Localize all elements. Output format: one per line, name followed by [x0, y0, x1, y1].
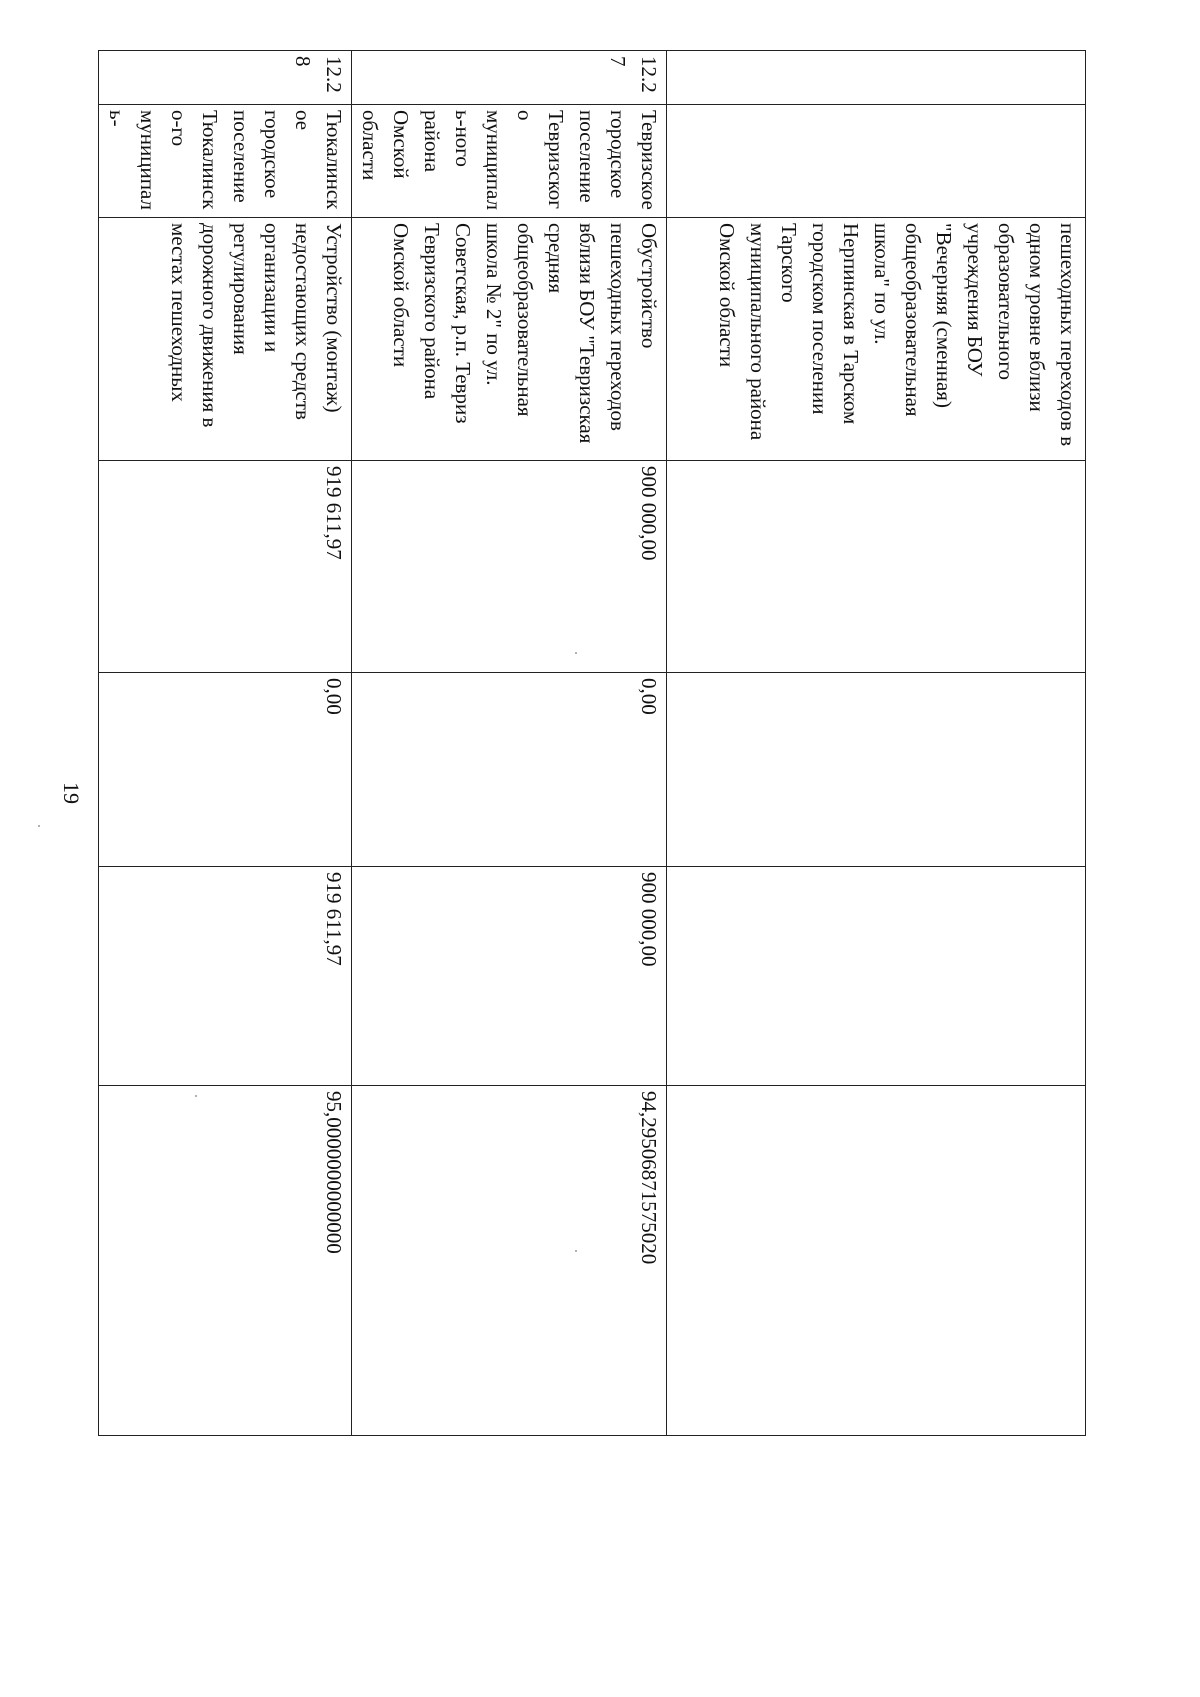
federal-amount-cell: 0,00 — [352, 673, 667, 867]
federal-amount-cell: 0,00 — [99, 673, 352, 867]
regional-amount-cell: 900 000,00 — [352, 867, 667, 1086]
page-number: 19 — [59, 782, 84, 804]
federal-amount-cell — [667, 673, 1086, 867]
total-amount-cell: 900 000,00 — [352, 461, 667, 673]
municipality-cell: Тюкалинское городское поселение Тюкалинско-го муниципаль- — [99, 105, 352, 218]
share-percent-cell — [667, 1086, 1086, 1436]
municipality-cell: Тевризское городское поселение Тевризского муниципаль-ного района Омской области — [352, 105, 667, 218]
share-percent-cell: 94,2950687157502‪0 — [352, 1086, 667, 1436]
regional-amount-cell: 919 611,97 — [99, 867, 352, 1086]
scan-speck — [38, 825, 40, 827]
municipality-cell — [667, 105, 1086, 218]
row-number-cell: 12.27 — [352, 51, 667, 105]
regional-amount-cell — [667, 867, 1086, 1086]
table-row — [352, 51, 667, 1436]
share-percent-cell: 95,0000000000000 — [99, 1086, 352, 1436]
funding-table — [98, 50, 1086, 1436]
row-number-cell — [667, 51, 1086, 105]
table-row — [667, 51, 1086, 1436]
table-row — [99, 51, 352, 1436]
description-cell: Устройство (монтаж) недостающих средств организации и регулирования дорожного движения в местах пешеходных — [99, 218, 352, 461]
description-cell: пешеходных переходов в одном уровне вблизи образовательного учреждения БОУ "Вечерняя (сменная) общеобразовательная школа" по ул. Нерпинская в Тарском городском поселении Тарского муниципального района Омской области — [667, 218, 1086, 461]
description-cell: Обустройство пешеходных переходов вблизи БОУ "Тевризская средняя общеобразовательная школа № 2" по ул. Советская, р.п. Тевриз Тевризского района Омской области — [352, 218, 667, 461]
total-amount-cell: 919 611,97 — [99, 461, 352, 673]
rotated-page-content — [105, 50, 1086, 1435]
row-number-cell: 12.28 — [99, 51, 352, 105]
total-amount-cell — [667, 461, 1086, 673]
